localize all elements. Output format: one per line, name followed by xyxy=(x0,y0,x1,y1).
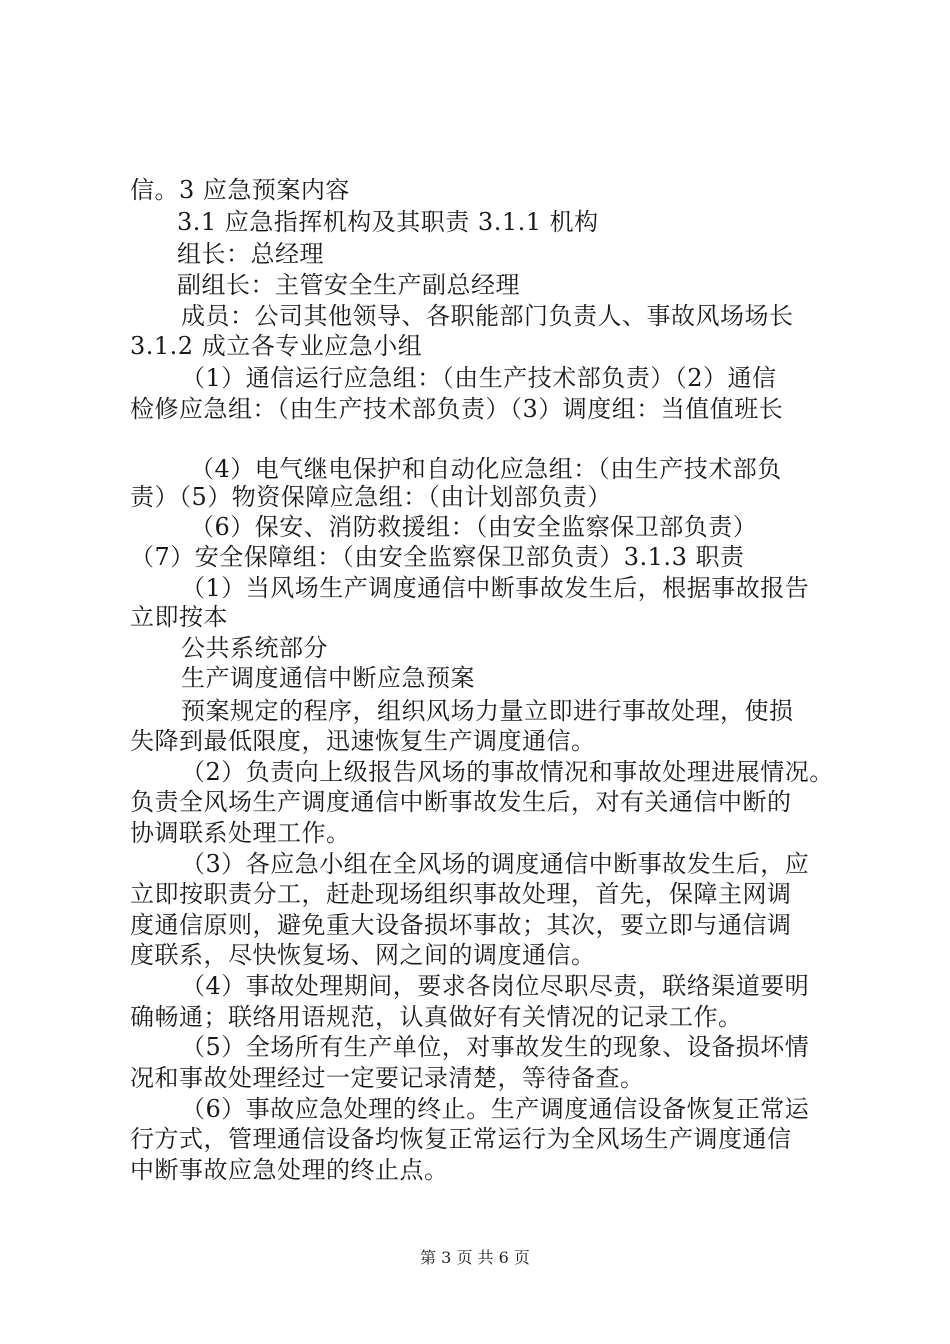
text-line-18: 失降到最低限度，迅速恢复生产调度通信。 xyxy=(130,727,596,755)
text-line-21: 协调联系处理工作。 xyxy=(130,819,351,847)
text-line-9: （4）电气继电保护和自动化应急组：（由生产技术部负 xyxy=(190,455,782,483)
text-line-16: 生产调度通信中断应急预案 xyxy=(181,664,475,692)
text-line-19: （2）负责向上级报告风场的事故情况和事故处理进展情况。 xyxy=(181,758,834,786)
text-line-28: （5）全场所有生产单位，对事故发生的现象、设备损坏情 xyxy=(181,1033,810,1061)
text-line-15: 公共系统部分 xyxy=(181,634,328,662)
text-line-3: 组长：总经理 xyxy=(177,240,324,268)
text-line-17: 预案规定的程序，组织风场力量立即进行事故处理，使损 xyxy=(181,697,794,725)
text-line-32: 中断事故应急处理的终止点。 xyxy=(130,1156,449,1184)
text-line-31: 行方式，管理通信设备均恢复正常运行为全风场生产调度通信 xyxy=(130,1125,792,1153)
text-line-7: （1）通信运行应急组：（由生产技术部负责）（2）通信 xyxy=(181,364,777,392)
text-line-30: （6）事故应急处理的终止。生产调度通信设备恢复正常运 xyxy=(181,1095,810,1123)
text-line-1: 信。3 应急预案内容 xyxy=(130,176,350,204)
text-line-20: 负责全风场生产调度通信中断事故发生后，对有关通信中断的 xyxy=(130,788,792,816)
text-line-23: 立即按职责分工，赶赴现场组织事故处理，首先，保障主网调 xyxy=(130,880,792,908)
text-line-4: 副组长：主管安全生产副总经理 xyxy=(177,271,520,299)
text-line-2: 3.1 应急指挥机构及其职责 3.1.1 机构 xyxy=(177,208,599,236)
text-line-13: （1）当风场生产调度通信中断事故发生后，根据事故报告 xyxy=(181,574,810,602)
text-line-29: 况和事故处理经过一定要记录清楚，等待备查。 xyxy=(130,1064,645,1092)
text-line-26: （4）事故处理期间，要求各岗位尽职尽责，联络渠道要明 xyxy=(181,972,810,1000)
text-line-11: （6）保安、消防救援组：（由安全监察保卫部负责） xyxy=(190,513,758,541)
page-footer: 第 3 页 共 6 页 xyxy=(420,1248,530,1267)
text-line-22: （3）各应急小组在全风场的调度通信中断事故发生后，应 xyxy=(181,850,810,878)
text-line-6: 3.1.2 成立各专业应急小组 xyxy=(130,332,423,360)
text-line-25: 度联系，尽快恢复场、网之间的调度通信。 xyxy=(130,941,596,969)
text-line-10: 责）（5）物资保障应急组：（由计划部负责） xyxy=(130,483,612,511)
text-line-8: 检修应急组：（由生产技术部负责）（3）调度组：当值值班长 xyxy=(130,395,784,423)
text-line-27: 确畅通；联络用语规范，认真做好有关情况的记录工作。 xyxy=(130,1003,743,1031)
text-line-14: 立即按本 xyxy=(130,603,228,631)
text-line-5: 成员：公司其他领导、各职能部门负责人、事故风场场长 xyxy=(181,302,794,330)
text-line-24: 度通信原则，避免重大设备损坏事故；其次，要立即与通信调 xyxy=(130,911,792,939)
text-line-12: （7）安全保障组：（由安全监察保卫部负责）3.1.3 职责 xyxy=(130,543,745,571)
